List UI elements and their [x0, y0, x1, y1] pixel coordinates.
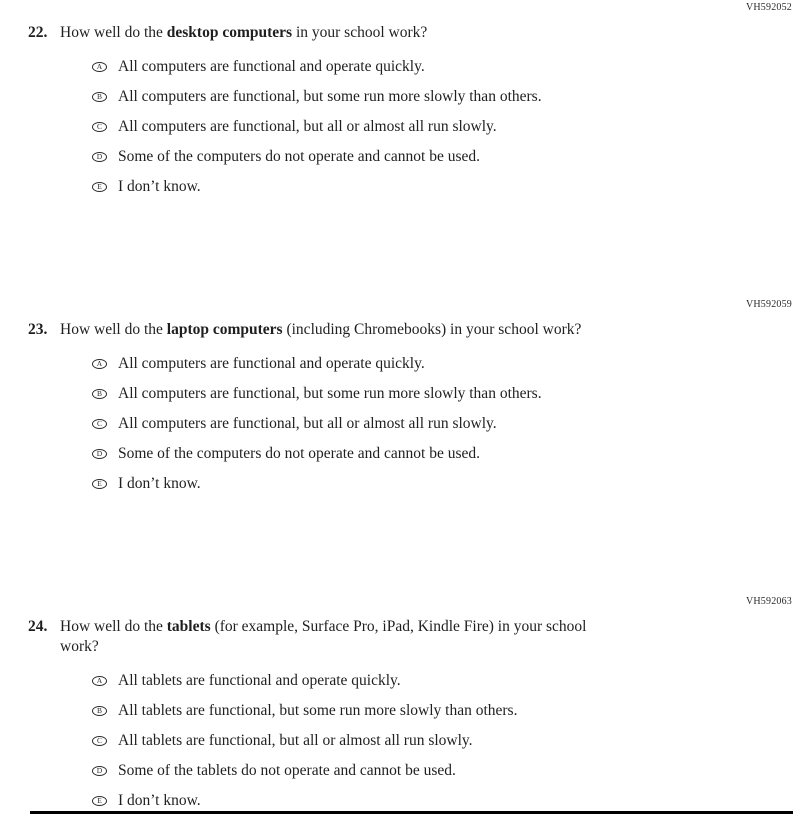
question-number: 23.: [28, 321, 48, 338]
answer-option: [92, 354, 581, 374]
answer-bubble-b[interactable]: B: [92, 92, 107, 102]
question-text-emphasis: laptop computers: [166, 321, 283, 338]
option-label: All tablets are functional and operate quickly.: [118, 672, 401, 689]
answer-bubble-d[interactable]: D: [92, 152, 107, 162]
question-text: How well do the tablets (for example, Surface Pro, iPad, Kindle Fire) in your school: [60, 618, 587, 635]
answer-bubble-e[interactable]: E: [92, 182, 107, 192]
answer-option: [92, 731, 586, 751]
answer-options: [92, 354, 581, 494]
question-23: [28, 320, 792, 504]
answer-bubble-e[interactable]: E: [92, 479, 107, 489]
answer-options: [92, 671, 586, 811]
answer-bubble-d[interactable]: D: [92, 449, 107, 459]
question-24: [28, 617, 792, 821]
option-label: All computers are functional, but some run more slowly than others.: [118, 385, 542, 402]
answer-option: [92, 761, 586, 781]
answer-option: [92, 701, 586, 721]
option-label: All computers are functional and operate quickly.: [118, 355, 425, 372]
answer-option: [92, 444, 581, 464]
option-label: All computers are functional and operate quickly.: [118, 58, 425, 75]
answer-option: [92, 57, 542, 77]
answer-bubble-a[interactable]: A: [92, 676, 107, 686]
option-label: All computers are functional, but all or almost all run slowly.: [118, 415, 497, 432]
answer-option: [92, 117, 542, 137]
option-label: Some of the tablets do not operate and cannot be used.: [118, 762, 456, 779]
option-label: I don’t know.: [118, 475, 201, 492]
option-label: I don’t know.: [118, 178, 201, 195]
answer-bubble-b[interactable]: B: [92, 389, 107, 399]
question-code: VH592052: [745, 2, 792, 13]
answer-bubble-c[interactable]: C: [92, 736, 107, 746]
question-number: 22.: [28, 24, 48, 41]
question-number: 24.: [28, 618, 48, 635]
answer-option: [92, 791, 586, 811]
question-text-emphasis: desktop computers: [166, 24, 293, 41]
answer-bubble-d[interactable]: D: [92, 766, 107, 776]
option-label: I don’t know.: [118, 792, 201, 809]
answer-option: [92, 87, 542, 107]
answer-bubble-b[interactable]: B: [92, 706, 107, 716]
question-text-emphasis: tablets: [166, 618, 211, 635]
option-label: All computers are functional, but all or almost all run slowly.: [118, 118, 497, 135]
answer-bubble-a[interactable]: A: [92, 62, 107, 72]
answer-option: [92, 474, 581, 494]
answer-bubble-a[interactable]: A: [92, 359, 107, 369]
answer-option: [92, 177, 542, 197]
answer-option: [92, 384, 581, 404]
option-label: Some of the computers do not operate and cannot be used.: [118, 148, 480, 165]
answer-option: [92, 414, 581, 434]
answer-bubble-c[interactable]: C: [92, 122, 107, 132]
answer-bubble-c[interactable]: C: [92, 419, 107, 429]
answer-options: [92, 57, 542, 197]
question-text-line2: work?: [60, 638, 99, 655]
questionnaire-page: [0, 2, 807, 815]
question-code: VH592063: [745, 596, 792, 607]
answer-option: [92, 147, 542, 167]
question-text: How well do the laptop computers (including Chromebooks) in your school work?: [60, 321, 582, 338]
option-label: Some of the computers do not operate and cannot be used.: [118, 445, 480, 462]
option-label: All tablets are functional, but all or almost all run slowly.: [118, 732, 473, 749]
question-text: How well do the desktop computers in your school work?: [60, 24, 428, 41]
option-label: All tablets are functional, but some run more slowly than others.: [118, 702, 518, 719]
question-22: [28, 23, 792, 207]
option-label: All computers are functional, but some run more slowly than others.: [118, 88, 542, 105]
answer-option: [92, 671, 586, 691]
question-code: VH592059: [745, 299, 792, 310]
answer-bubble-e[interactable]: E: [92, 796, 107, 806]
